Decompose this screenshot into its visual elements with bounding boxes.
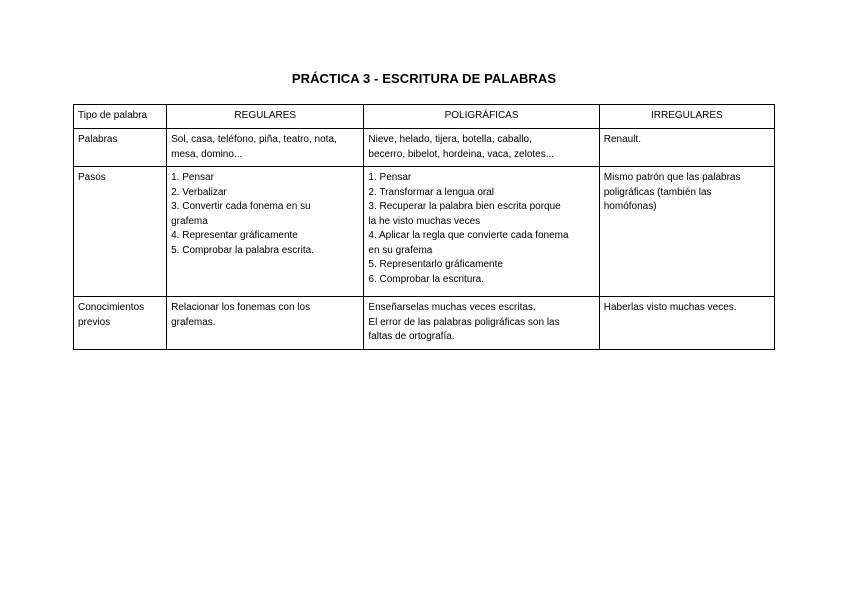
cell-line: faltas de ortografía. xyxy=(368,331,455,342)
table-row-conocimientos-previos xyxy=(74,297,775,350)
cell-line: Sol, casa, teléfono, piña, teatro, nota, xyxy=(171,134,337,145)
cell-line: 4. Aplicar la regla que convierte cada fonema xyxy=(368,230,569,241)
poligraficas-cell xyxy=(364,167,599,297)
regulares-cell xyxy=(167,129,364,167)
table-header-row xyxy=(74,105,775,129)
cell-line: 4. Representar gráficamente xyxy=(171,230,298,241)
irregulares-cell xyxy=(599,297,774,350)
cell-line: 3. Convertir cada fonema en su xyxy=(171,201,311,212)
cell-line: becerro, bibelot, hordeina, vaca, zelotes... xyxy=(368,148,555,160)
row-label-cell xyxy=(74,167,167,297)
cell-line: Enseñarselas muchas veces escritas. xyxy=(368,302,536,313)
cell-line: Renault. xyxy=(603,134,641,145)
header-tipo-de-palabra: Tipo de palabra xyxy=(74,105,167,129)
cell-line: Relacionar los fonemas con los xyxy=(171,302,311,313)
cell-line: 2. Transformar a lengua oral xyxy=(368,186,495,198)
poligraficas-cell xyxy=(364,129,599,167)
cell-line: 1. Pensar xyxy=(171,172,214,183)
row-label: Palabras xyxy=(78,134,118,145)
cell-line: homófonas) xyxy=(603,201,657,212)
cell-line: El error de las palabras poligráficas son las xyxy=(368,316,560,328)
table-row-palabras xyxy=(74,129,775,167)
page-title: PRÁCTICA 3 - ESCRITURA DE PALABRAS xyxy=(291,71,557,86)
irregulares-cell xyxy=(599,167,774,297)
header-poligraficas: POLIGRÁFICAS xyxy=(364,105,599,129)
cell-line: 1. Pensar xyxy=(368,172,412,183)
cell-line: 5. Representarlo gráficamente xyxy=(368,259,503,270)
cell-line: 3. Recuperar la palabra bien escrita porque xyxy=(368,201,561,212)
row-label: Pasos xyxy=(78,172,106,183)
cell-line: grafemas. xyxy=(171,316,216,328)
cell-line: la he visto muchas veces xyxy=(368,215,481,227)
row-label: previos xyxy=(78,316,111,328)
row-label: Conocimientos xyxy=(78,302,145,313)
regulares-cell xyxy=(167,297,364,350)
cell-line: Nieve, helado, tijera, botella, caballo, xyxy=(368,134,532,145)
irregulares-cell xyxy=(599,129,774,167)
regulares-cell xyxy=(167,167,364,297)
header-regulares: REGULARES xyxy=(167,105,364,129)
cell-line: Haberlas visto muchas veces. xyxy=(603,302,737,313)
cell-line: 2. Verbalizar xyxy=(171,186,227,198)
poligraficas-cell xyxy=(364,297,599,350)
table-row-pasos xyxy=(74,167,775,297)
cell-line: poligráficas (también las xyxy=(603,186,712,198)
header-irregulares: IRREGULARES xyxy=(599,105,774,129)
row-label-cell xyxy=(74,129,167,167)
row-label-cell xyxy=(74,297,167,350)
cell-line: mesa, domino... xyxy=(171,148,243,160)
cell-line: 6. Comprobar la escritura. xyxy=(368,273,485,285)
cell-line: Mismo patrón que las palabras xyxy=(603,172,741,183)
cell-line: en su grafema xyxy=(368,244,433,256)
cell-line: grafema xyxy=(171,215,208,227)
cell-line: 5. Comprobar la palabra escrita. xyxy=(171,244,314,256)
comparison-table xyxy=(73,104,775,350)
